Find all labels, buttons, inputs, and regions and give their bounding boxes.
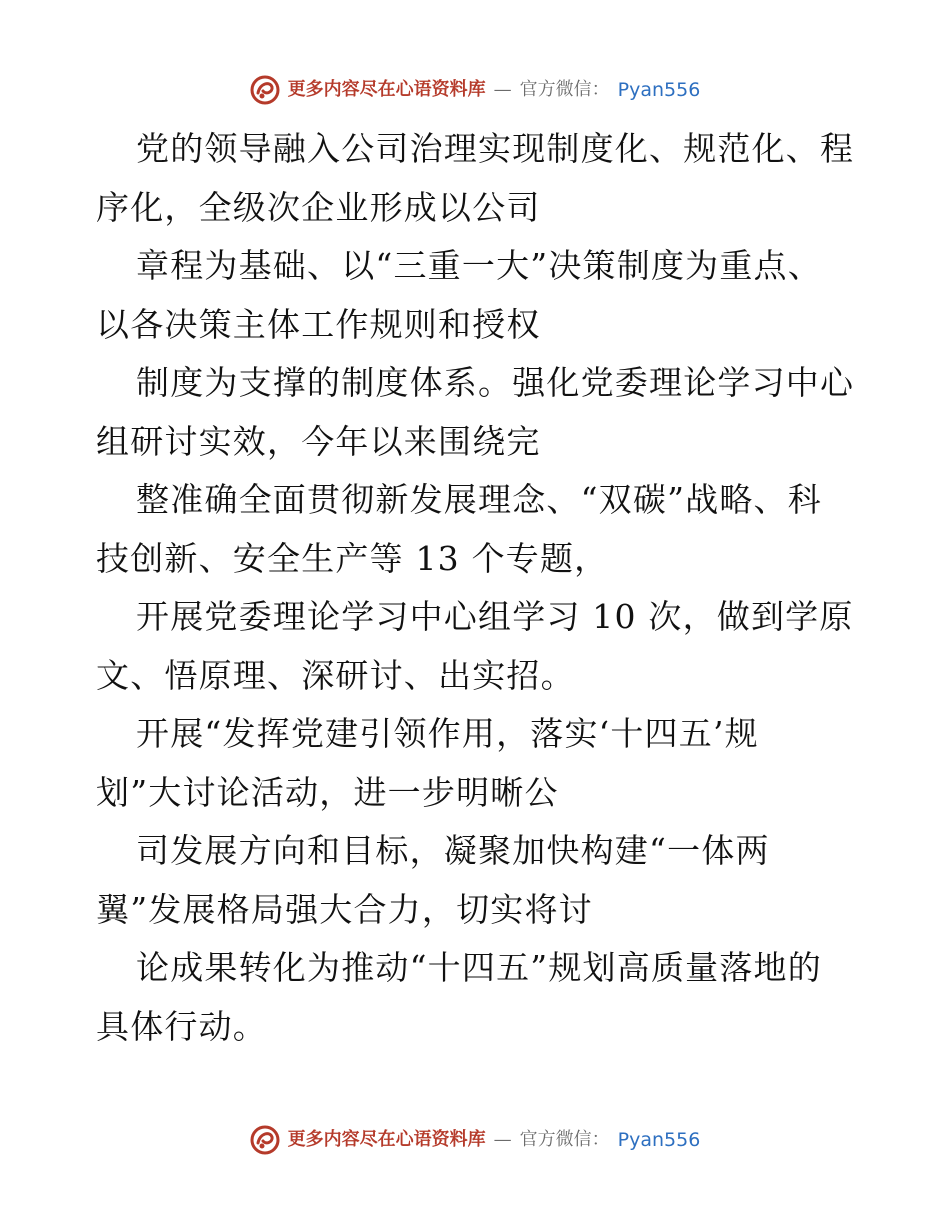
text-line: 序化，全级次企业形成以公司 (96, 187, 541, 227)
text-line: 开展“发挥党建引领作用，落实‘十四五’规 (136, 714, 759, 753)
banner-wechat-id: Pyan556 (617, 1128, 701, 1151)
text-line: 组研讨实效，今年以来围绕完 (96, 421, 541, 461)
text-line: 制度为支撑的制度体系。强化党委理论学习中心 (136, 363, 855, 402)
text-line: 论成果转化为推动“十四五”规划高质量落地的 (136, 948, 822, 987)
banner-wechat-label: 官方微信： (519, 79, 610, 100)
banner-brand-text: 更多内容尽在心语资料库 (287, 1129, 486, 1150)
banner-wechat-label: 官方微信： (519, 1129, 610, 1150)
banner-separator: — (493, 1129, 512, 1150)
text-line: 文、悟原理、深研讨、出实招。 (96, 655, 575, 695)
text-line: 章程为基础、以“三重一大”决策制度为重点、 (136, 246, 822, 285)
text-line: 具体行动。 (96, 1006, 267, 1046)
banner-brand-text: 更多内容尽在心语资料库 (287, 79, 486, 100)
red-swirl-logo-icon (250, 1125, 280, 1155)
body-text (96, 120, 856, 1056)
banner-separator: — (493, 79, 512, 100)
text-line: 技创新、安全生产等 13 个专题， (96, 538, 609, 578)
text-line: 以各决策主体工作规则和授权 (96, 304, 541, 344)
text-line: 开展党委理论学习中心组学习 10 次，做到学原 (136, 597, 854, 636)
text-line: 翼”发展格局强大合力，切实将讨 (96, 889, 593, 929)
header-banner (0, 70, 950, 110)
text-line: 划”大讨论活动，进一步明晰公 (96, 772, 559, 812)
red-swirl-logo-icon (250, 75, 280, 105)
footer-banner (0, 1120, 950, 1160)
text-line: 党的领导融入公司治理实现制度化、规范化、程 (136, 129, 855, 168)
text-line: 整准确全面贯彻新发展理念、“双碳”战略、科 (136, 480, 822, 519)
text-line: 司发展方向和目标，凝聚加快构建“一体两 (136, 831, 770, 870)
banner-wechat-id: Pyan556 (617, 78, 701, 101)
